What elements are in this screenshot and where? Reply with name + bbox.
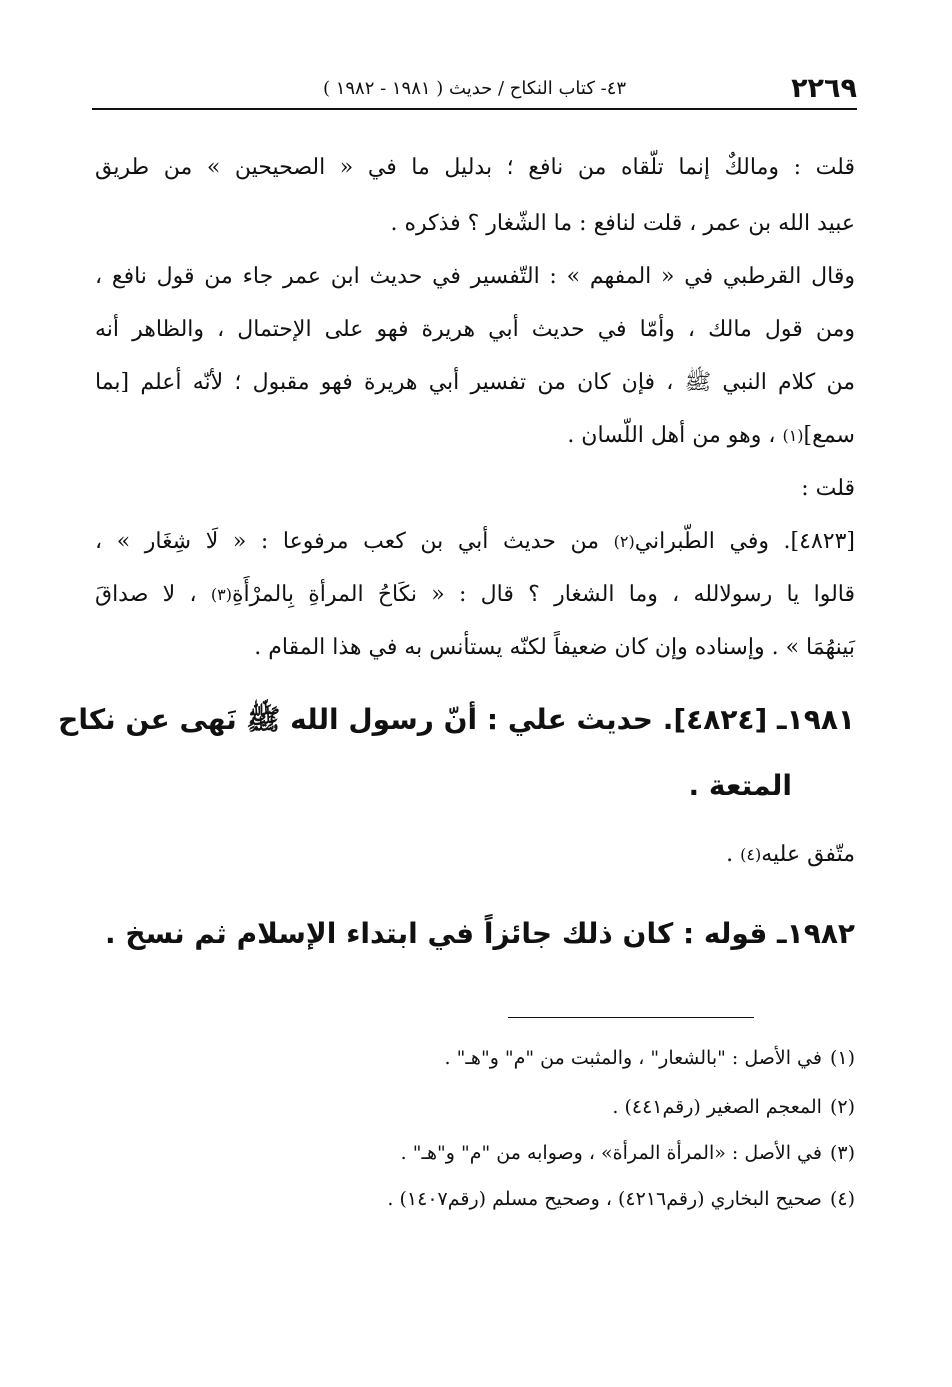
body-line-5: من كلام النبي ﷺ ، فإن كان من تفسير أبي هريرة فهو مقبول ؛ لأنّه أعلم [بما	[95, 370, 855, 395]
agreed-line	[95, 838, 855, 872]
body-line-3: وقال القرطبي في « المفهم » : التّفسير في حديث ابن عمر جاء من قول نافع ،	[95, 264, 855, 289]
footnote-number: (١)	[829, 1047, 855, 1069]
footnote-separator	[508, 1017, 754, 1018]
footnote-text: صحيح البخاري (رقم٤٢١٦) ، وصحيح مسلم (رقم١٤٠٧) .	[387, 1188, 822, 1210]
text-fragment: ، وهو من أهل اللّسان .	[567, 423, 776, 448]
text-fragment: من حديث أبي بن كعب مرفوعا : « لَا شِغَار » ،	[95, 529, 599, 554]
body-line-8	[95, 525, 855, 559]
body-line-4: ومن قول مالك ، وأمّا في حديث أبي هريرة فهو على الإحتمال ، والظاهر أنه	[95, 317, 855, 342]
agreed-text: متّفق عليه	[761, 842, 855, 867]
text-fragment: ، لا صداقَ	[95, 582, 197, 607]
footnote-number: (٣)	[829, 1142, 855, 1164]
text-fragment: قالوا يا رسولالله ، وما الشغار ؟ قال : « نكَاحُ المرأةِ بِالمرْأَةِ	[231, 582, 855, 607]
footnote-text: المعجم الصغير (رقم٤٤١) .	[612, 1096, 822, 1118]
footnote-4	[95, 1185, 855, 1213]
body-line-9	[95, 578, 855, 612]
footnote-number: (٢)	[829, 1096, 855, 1118]
hadith-1982: ١٩٨٢ـ قوله : كان ذلك جائزاً في ابتداء الإسلام ثم نسخ .	[105, 917, 855, 950]
footnote-mark-4: (٤)	[740, 845, 762, 864]
hadith-1981-line-2: المتعة .	[688, 769, 792, 802]
text-fragment: [٤٨٢٣]. وفي الطّبراني	[634, 529, 855, 554]
hadith-1981-line-1: ١٩٨١ـ [٤٨٢٤]. حديث علي : أنّ رسول الله ﷺ نَهى عن نكاح	[58, 703, 855, 736]
running-header	[92, 74, 857, 110]
body-line-7: قلت :	[801, 476, 855, 501]
footnote-2	[95, 1093, 855, 1121]
body-line-10: بَينهُمَا » . وإسناده وإن كان ضعيفاً لكنّه يستأنس به في هذا المقام .	[254, 635, 855, 660]
footnote-mark-3: (٣)	[210, 585, 232, 604]
body-line-1: قلت : ومالكٌ إنما تلّقاه من نافع ؛ بدليل ما في « الصحيحين » من طريق	[95, 155, 855, 180]
footnote-number: (٤)	[829, 1188, 855, 1210]
text-fragment: سمع]	[803, 423, 855, 448]
footnote-1	[95, 1044, 855, 1072]
footnote-text: في الأصل : "بالشعار" ، والمثبت من "م" و"هـ" .	[444, 1047, 822, 1069]
body-line-2: عبيد الله بن عمر ، قلت لنافع : ما الشّغار ؟ فذكره .	[390, 211, 855, 236]
footnote-text: في الأصل : «المرأة المرأة» ، وصوابه من "م" و"هـ" .	[400, 1142, 822, 1164]
running-title: ٤٣- كتاب النكاح / حديث ( ١٩٨١ - ١٩٨٢ )	[322, 78, 627, 99]
footnote-mark-1: (١)	[782, 426, 804, 445]
footnote-3	[95, 1139, 855, 1167]
page-number: ٢٢٦٩	[791, 73, 857, 104]
body-line-6	[95, 419, 855, 453]
agreed-end: .	[726, 842, 734, 867]
footnote-mark-2: (٢)	[613, 532, 635, 551]
